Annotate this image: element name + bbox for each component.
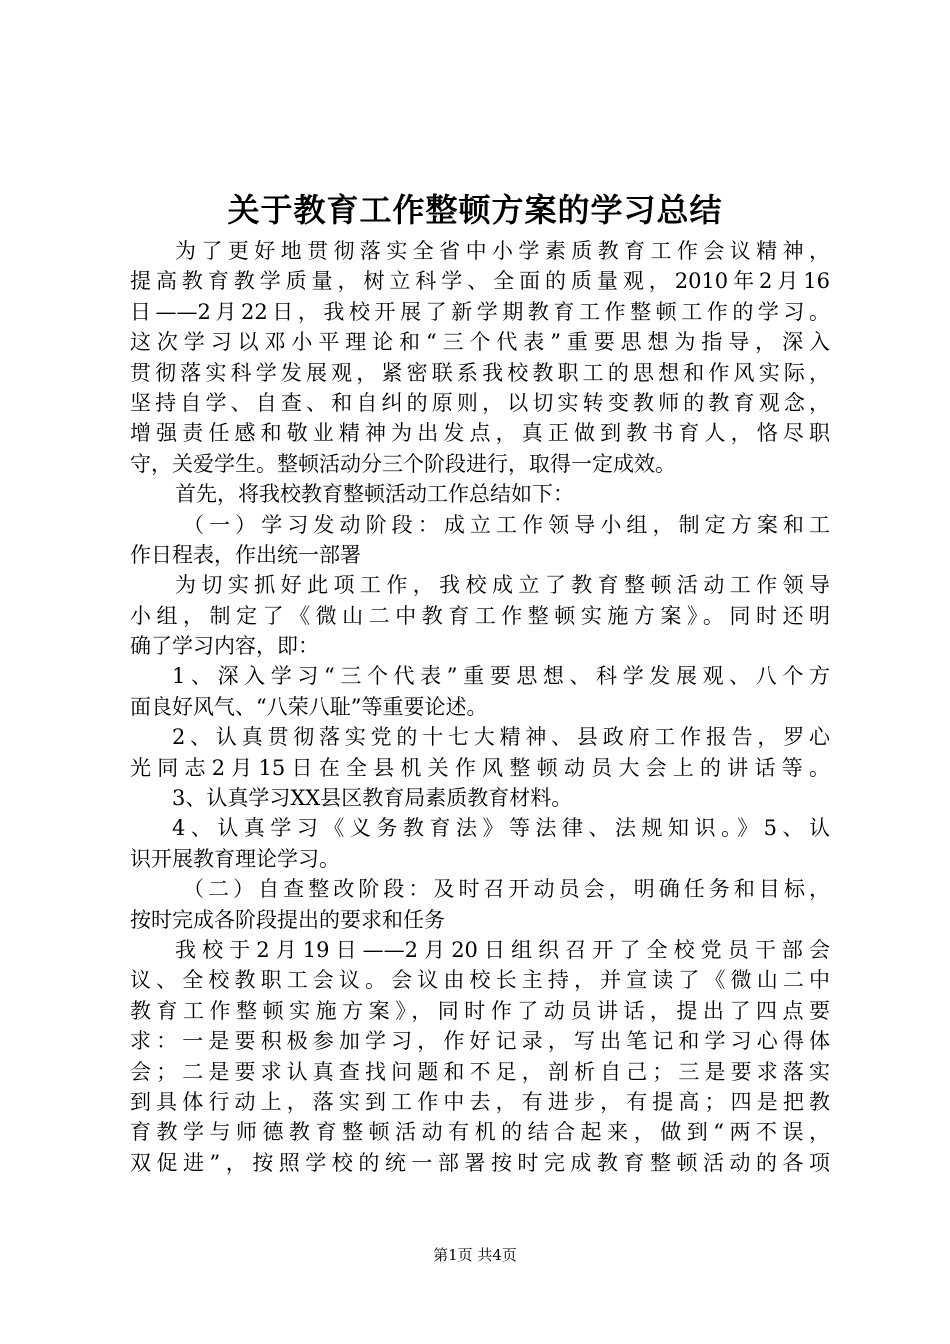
document-title: 关于教育工作整顿方案的学习总结	[227, 191, 723, 229]
text-line: 这次学习以邓小平理论和“三个代表”重要思想为指导，深入	[130, 330, 830, 355]
list-item: 3、认真学习XX县区教育局素质教育材料。	[172, 786, 573, 811]
section-heading: （一）学习发动阶段：成立工作领导小组，制定方案和工	[183, 512, 830, 537]
text-line: 双促进”，按照学校的统一部署按时完成教育整顿活动的各项	[130, 1150, 830, 1175]
text-line: 小组，制定了《微山二中教育工作整顿实施方案》。同时还明	[130, 603, 830, 628]
text-line: 贯彻落实科学发展观，紧密联系我校教职工的思想和作风实际，	[130, 360, 830, 385]
section-heading: 作日程表，作出统一部署	[130, 542, 361, 567]
text-line: 会；二是要求认真查找问题和不足，剖析自己；三是要求落实	[130, 1059, 830, 1084]
section-heading: （二）自查整改阶段：及时召开动员会，明确任务和目标，	[183, 877, 830, 902]
text-line: 议、全校教职工会议。会议由校长主持，并宣读了《微山二中	[130, 968, 830, 993]
text-line: 我校于2月19日——2月20日组织召开了全校党员干部会	[175, 937, 830, 962]
text-line: 守，关爱学生。整顿活动分三个阶段进行，取得一定成效。	[130, 451, 676, 476]
text-line: 日——2月22日，我校开展了新学期教育工作整顿工作的学习。	[130, 299, 830, 324]
section-heading: 按时完成各阶段提出的要求和任务	[130, 907, 445, 932]
page-number: 第1页	[433, 1246, 473, 1264]
text-line: 为了更好地贯彻落实全省中小学素质教育工作会议精神，	[175, 239, 830, 263]
list-item: 光同志2月15日在全县机关作风整顿动员大会上的讲话等。	[130, 755, 830, 780]
text-line: 为切实抓好此项工作，我校成立了教育整顿活动工作领导	[175, 573, 830, 598]
list-item: 4、认真学习《义务教育法》等法律、法规知识。》5、认	[172, 816, 830, 841]
text-line: 坚持自学、自查、和自纠的原则，以切实转变教师的教育观念，	[130, 390, 830, 415]
page-footer	[0, 1244, 950, 1266]
list-item: 面良好风气、“八荣八耻”等重要论述。	[130, 694, 488, 719]
text-line: 增强责任感和敬业精神为出发点，真正做到教书育人，恪尽职	[130, 421, 830, 446]
text-line: 求：一是要积极参加学习，作好记录，写出笔记和学习心得体	[130, 1029, 830, 1054]
text-line: 育教学与师德教育整顿活动有机的结合起来，做到“两不误，	[130, 1120, 830, 1145]
list-item: 2、认真贯彻落实党的十七大精神、县政府工作报告，罗心	[172, 725, 830, 750]
text-line: 到具体行动上，落实到工作中去，有进步，有提高；四是把教	[130, 1089, 830, 1114]
text-line: 首先，将我校教育整顿活动工作总结如下：	[175, 482, 574, 507]
page-total: 共4页	[477, 1246, 517, 1264]
list-item: 1、深入学习“三个代表”重要思想、科学发展观、八个方	[172, 664, 830, 689]
text-line: 确了学习内容，即：	[130, 634, 319, 659]
list-item: 识开展教育理论学习。	[130, 846, 340, 871]
text-line: 教育工作整顿实施方案》，同时作了动员讲话，提出了四点要	[130, 998, 830, 1023]
text-line: 提高教育教学质量，树立科学、全面的质量观，2010年2月16	[130, 269, 830, 294]
document-body	[130, 236, 830, 1178]
